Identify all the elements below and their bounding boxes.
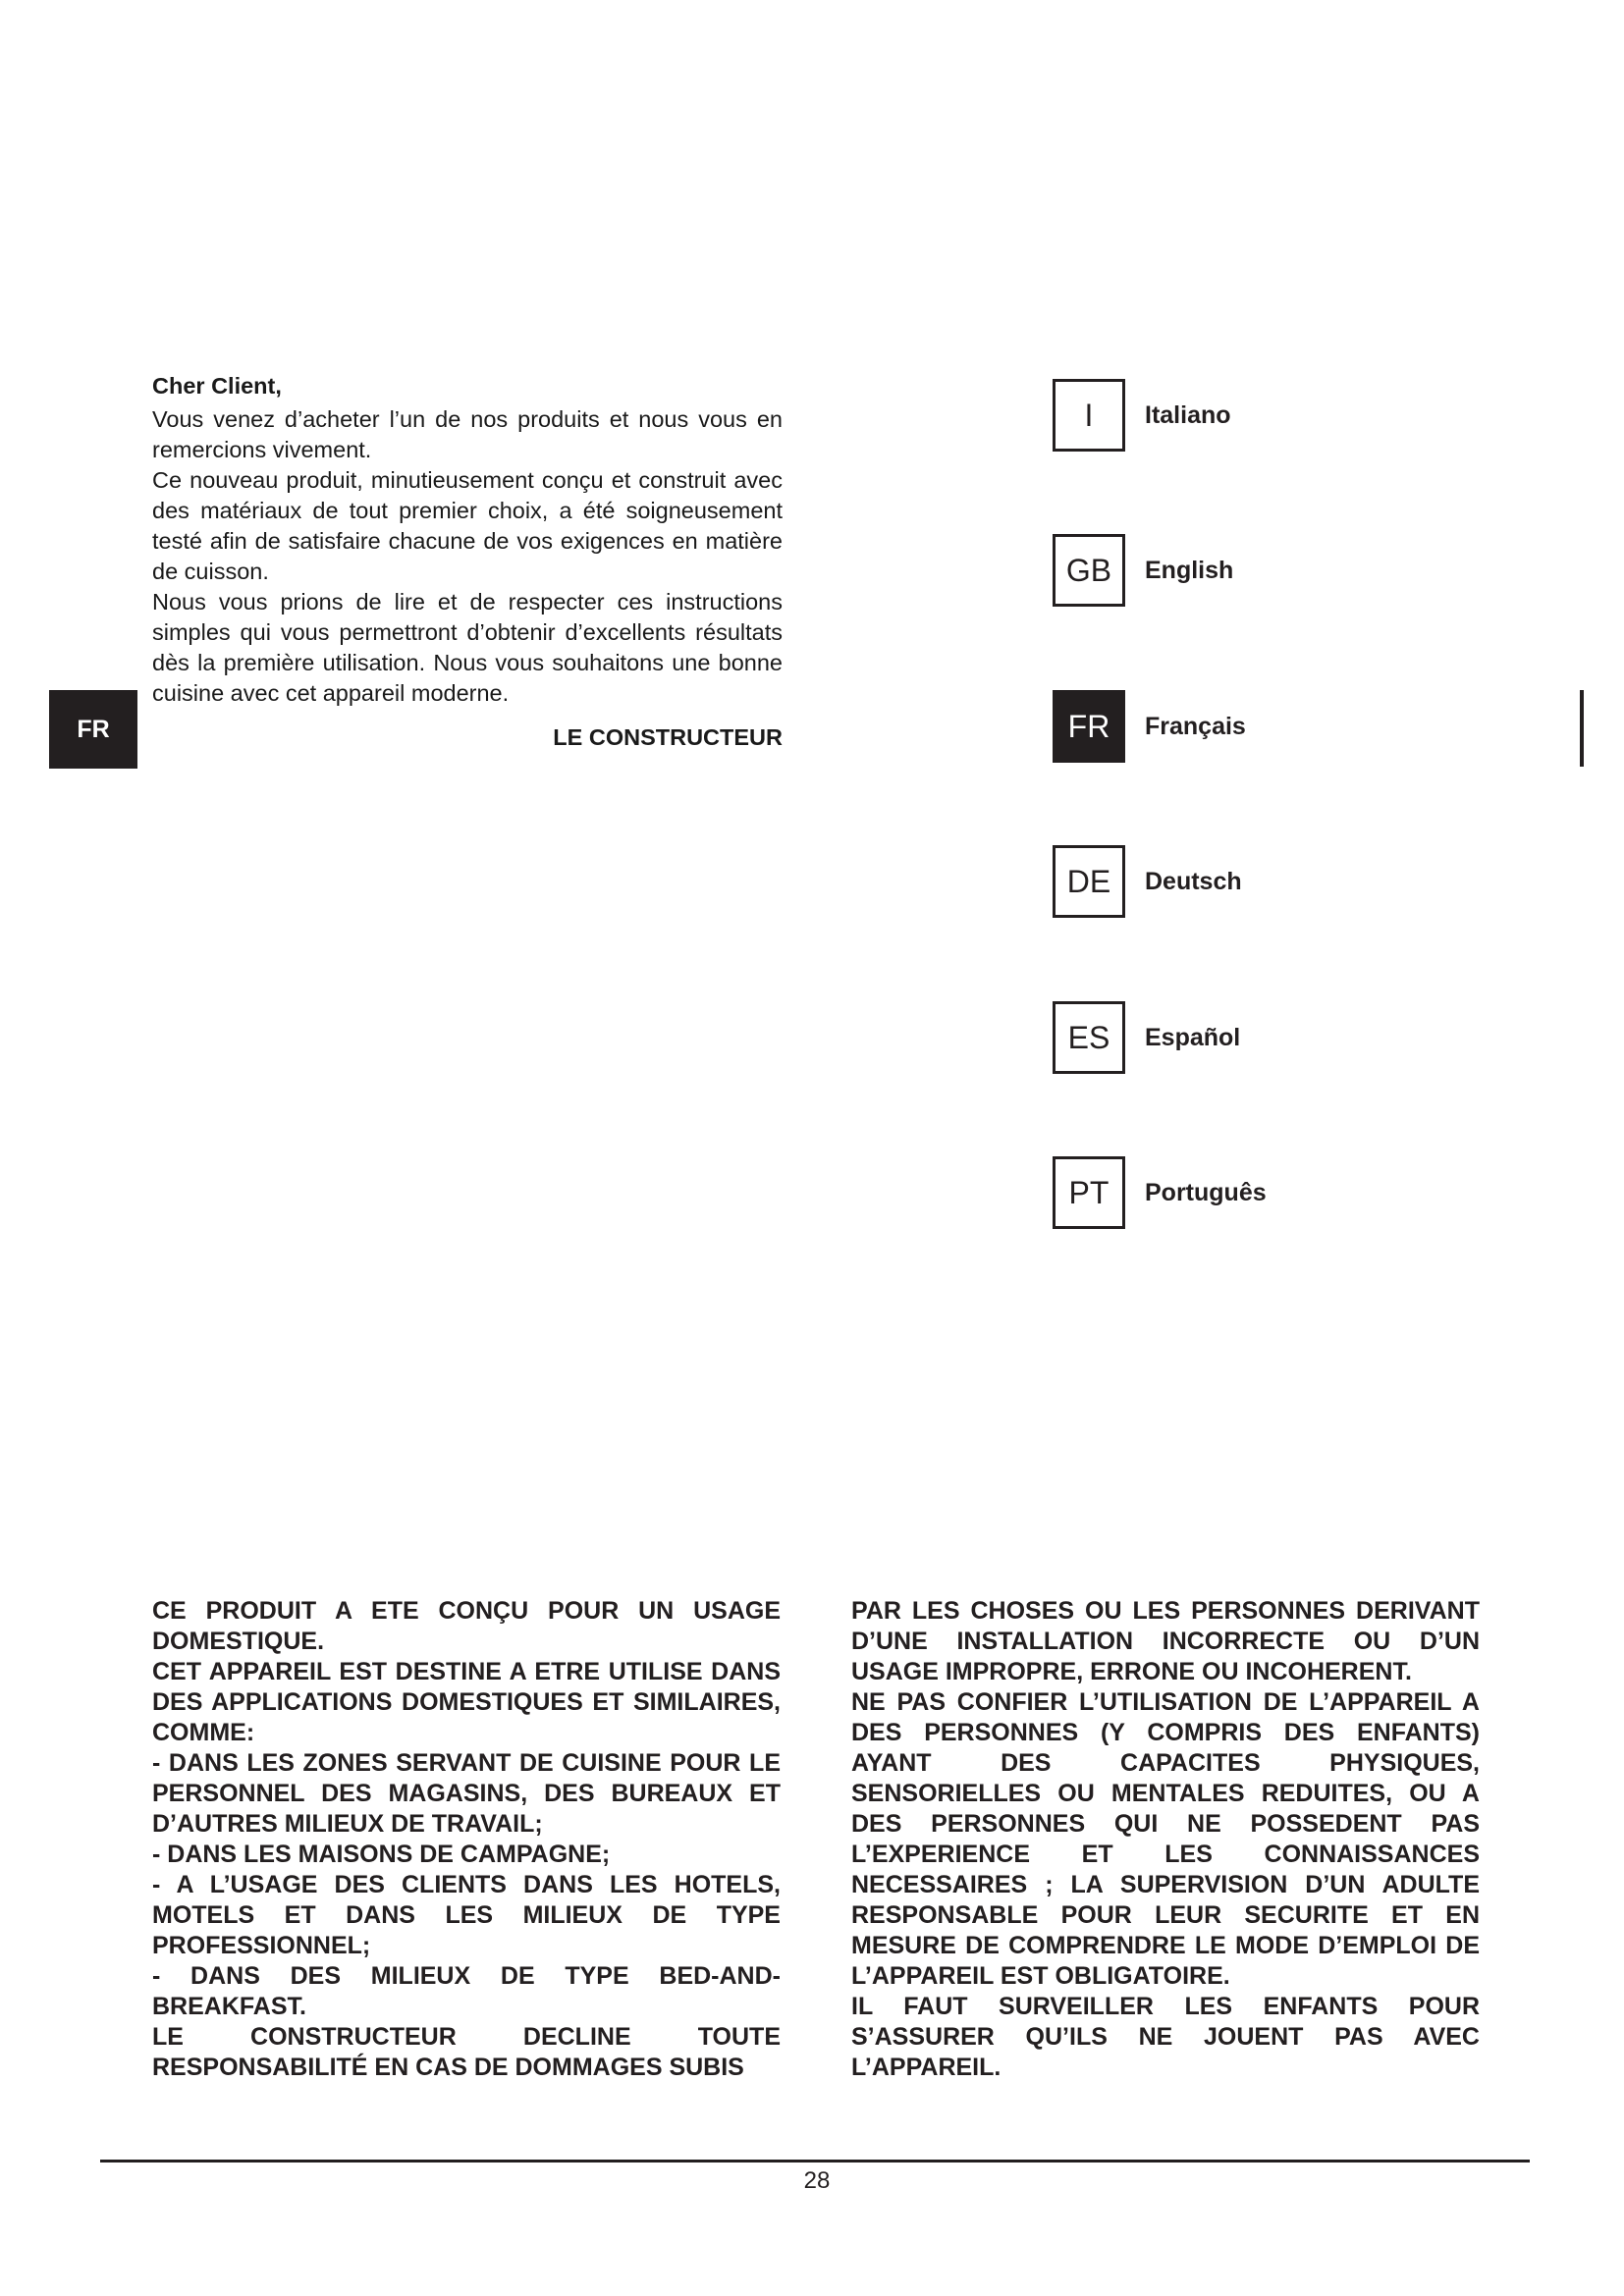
language-name: Español <box>1145 1023 1241 1051</box>
safety-notice-left <box>152 1596 781 2083</box>
notice-paragraph: NE PAS CONFIER L’UTILISATION DE L’APPAREIL A DES PERSONNES (Y COMPRIS DES ENFANTS) AYANT DES CAPACITES PHYSIQUES, SENSORIELLES OU MENTALES REDUITES, OU A DES PERSONNES QUI NE POSSEDENT PAS L’EXPERIENCE ET LES CONNAISSANCES NECESSAIRES ; LA SUPERVISION D’UN ADULTE RESPONSABLE POUR LEUR SECURITE ET EN MESURE DE COMPRENDRE LE MODE D’EMPLOI DE L’APPAREIL EST OBLIGATOIRE. <box>851 1688 1480 1990</box>
section-marker-bar <box>1580 690 1584 767</box>
notice-paragraph: - A L’USAGE DES CLIENTS DANS LES HOTELS, MOTELS ET DANS LES MILIEUX DE TYPE PROFESSIONNEL; <box>152 1871 781 1959</box>
page-number: 28 <box>803 2167 831 2194</box>
notice-paragraph: CE PRODUIT A ETE CONÇU POUR UN USAGE DOMESTIQUE. <box>152 1597 781 1655</box>
footer-divider <box>100 2160 1530 2163</box>
language-item-italiano[interactable] <box>1053 379 1231 452</box>
greeting-paragraph: Nous vous prions de lire et de respecter ces instructions simples qui vous permettront d’obtenir d’excellents résultats dès la première utilisation. Nous vous souhaitons une bonne cuisine avec cet appareil moderne. <box>152 589 783 706</box>
language-item-espanol[interactable] <box>1053 1001 1240 1074</box>
language-code-box: GB <box>1053 534 1125 607</box>
language-code-box: PT <box>1053 1156 1125 1229</box>
greeting-paragraph: Vous venez d’acheter l’un de nos produits et nous vous en remercions vivement. <box>152 406 783 462</box>
notice-paragraph: LE CONSTRUCTEUR DECLINE TOUTE RESPONSABILITÉ EN CAS DE DOMMAGES SUBIS <box>152 2023 781 2081</box>
notice-paragraph: CET APPAREIL EST DESTINE A ETRE UTILISE DANS DES APPLICATIONS DOMESTIQUES ET SIMILAIRES, COMME: <box>152 1658 781 1746</box>
language-code-box: ES <box>1053 1001 1125 1074</box>
notice-paragraph: - DANS DES MILIEUX DE TYPE BED-AND-BREAKFAST. <box>152 1962 781 2020</box>
notice-paragraph: IL FAUT SURVEILLER LES ENFANTS POUR S’ASSURER QU’ILS NE JOUENT PAS AVEC L’APPAREIL. <box>851 1993 1480 2081</box>
language-item-francais[interactable] <box>1053 690 1246 763</box>
language-item-portugues[interactable] <box>1053 1156 1267 1229</box>
safety-notice-right <box>851 1596 1480 2083</box>
language-name: Italiano <box>1145 400 1231 429</box>
language-side-tab: FR <box>49 690 137 769</box>
language-name: Português <box>1145 1178 1267 1206</box>
greeting-paragraph: Ce nouveau produit, minutieusement conçu et construit avec des matériaux de tout premier choix, a été soigneusement testé afin de satisfaire chacune de vos exigences en matière de cuisson. <box>152 467 783 584</box>
language-name: Deutsch <box>1145 867 1242 895</box>
notice-paragraph: - DANS LES ZONES SERVANT DE CUISINE POUR LE PERSONNEL DES MAGASINS, DES BUREAUX ET D’AUTRES MILIEUX DE TRAVAIL; <box>152 1749 781 1838</box>
language-item-english[interactable] <box>1053 534 1233 607</box>
greeting-letter <box>152 371 783 753</box>
signature: LE CONSTRUCTEUR <box>553 724 783 750</box>
salutation: Cher Client, <box>152 373 282 399</box>
notice-paragraph: PAR LES CHOSES OU LES PERSONNES DERIVANT D’UNE INSTALLATION INCORRECTE OU D’UN USAGE IMPROPRE, ERRONE OU INCOHERENT. <box>851 1597 1480 1685</box>
notice-paragraph: - DANS LES MAISONS DE CAMPAGNE; <box>152 1841 611 1868</box>
language-item-deutsch[interactable] <box>1053 845 1242 918</box>
language-code-box-active: FR <box>1053 690 1125 763</box>
language-code-box: I <box>1053 379 1125 452</box>
language-name: English <box>1145 556 1234 584</box>
language-name: Français <box>1145 712 1246 740</box>
language-code-box: DE <box>1053 845 1125 918</box>
